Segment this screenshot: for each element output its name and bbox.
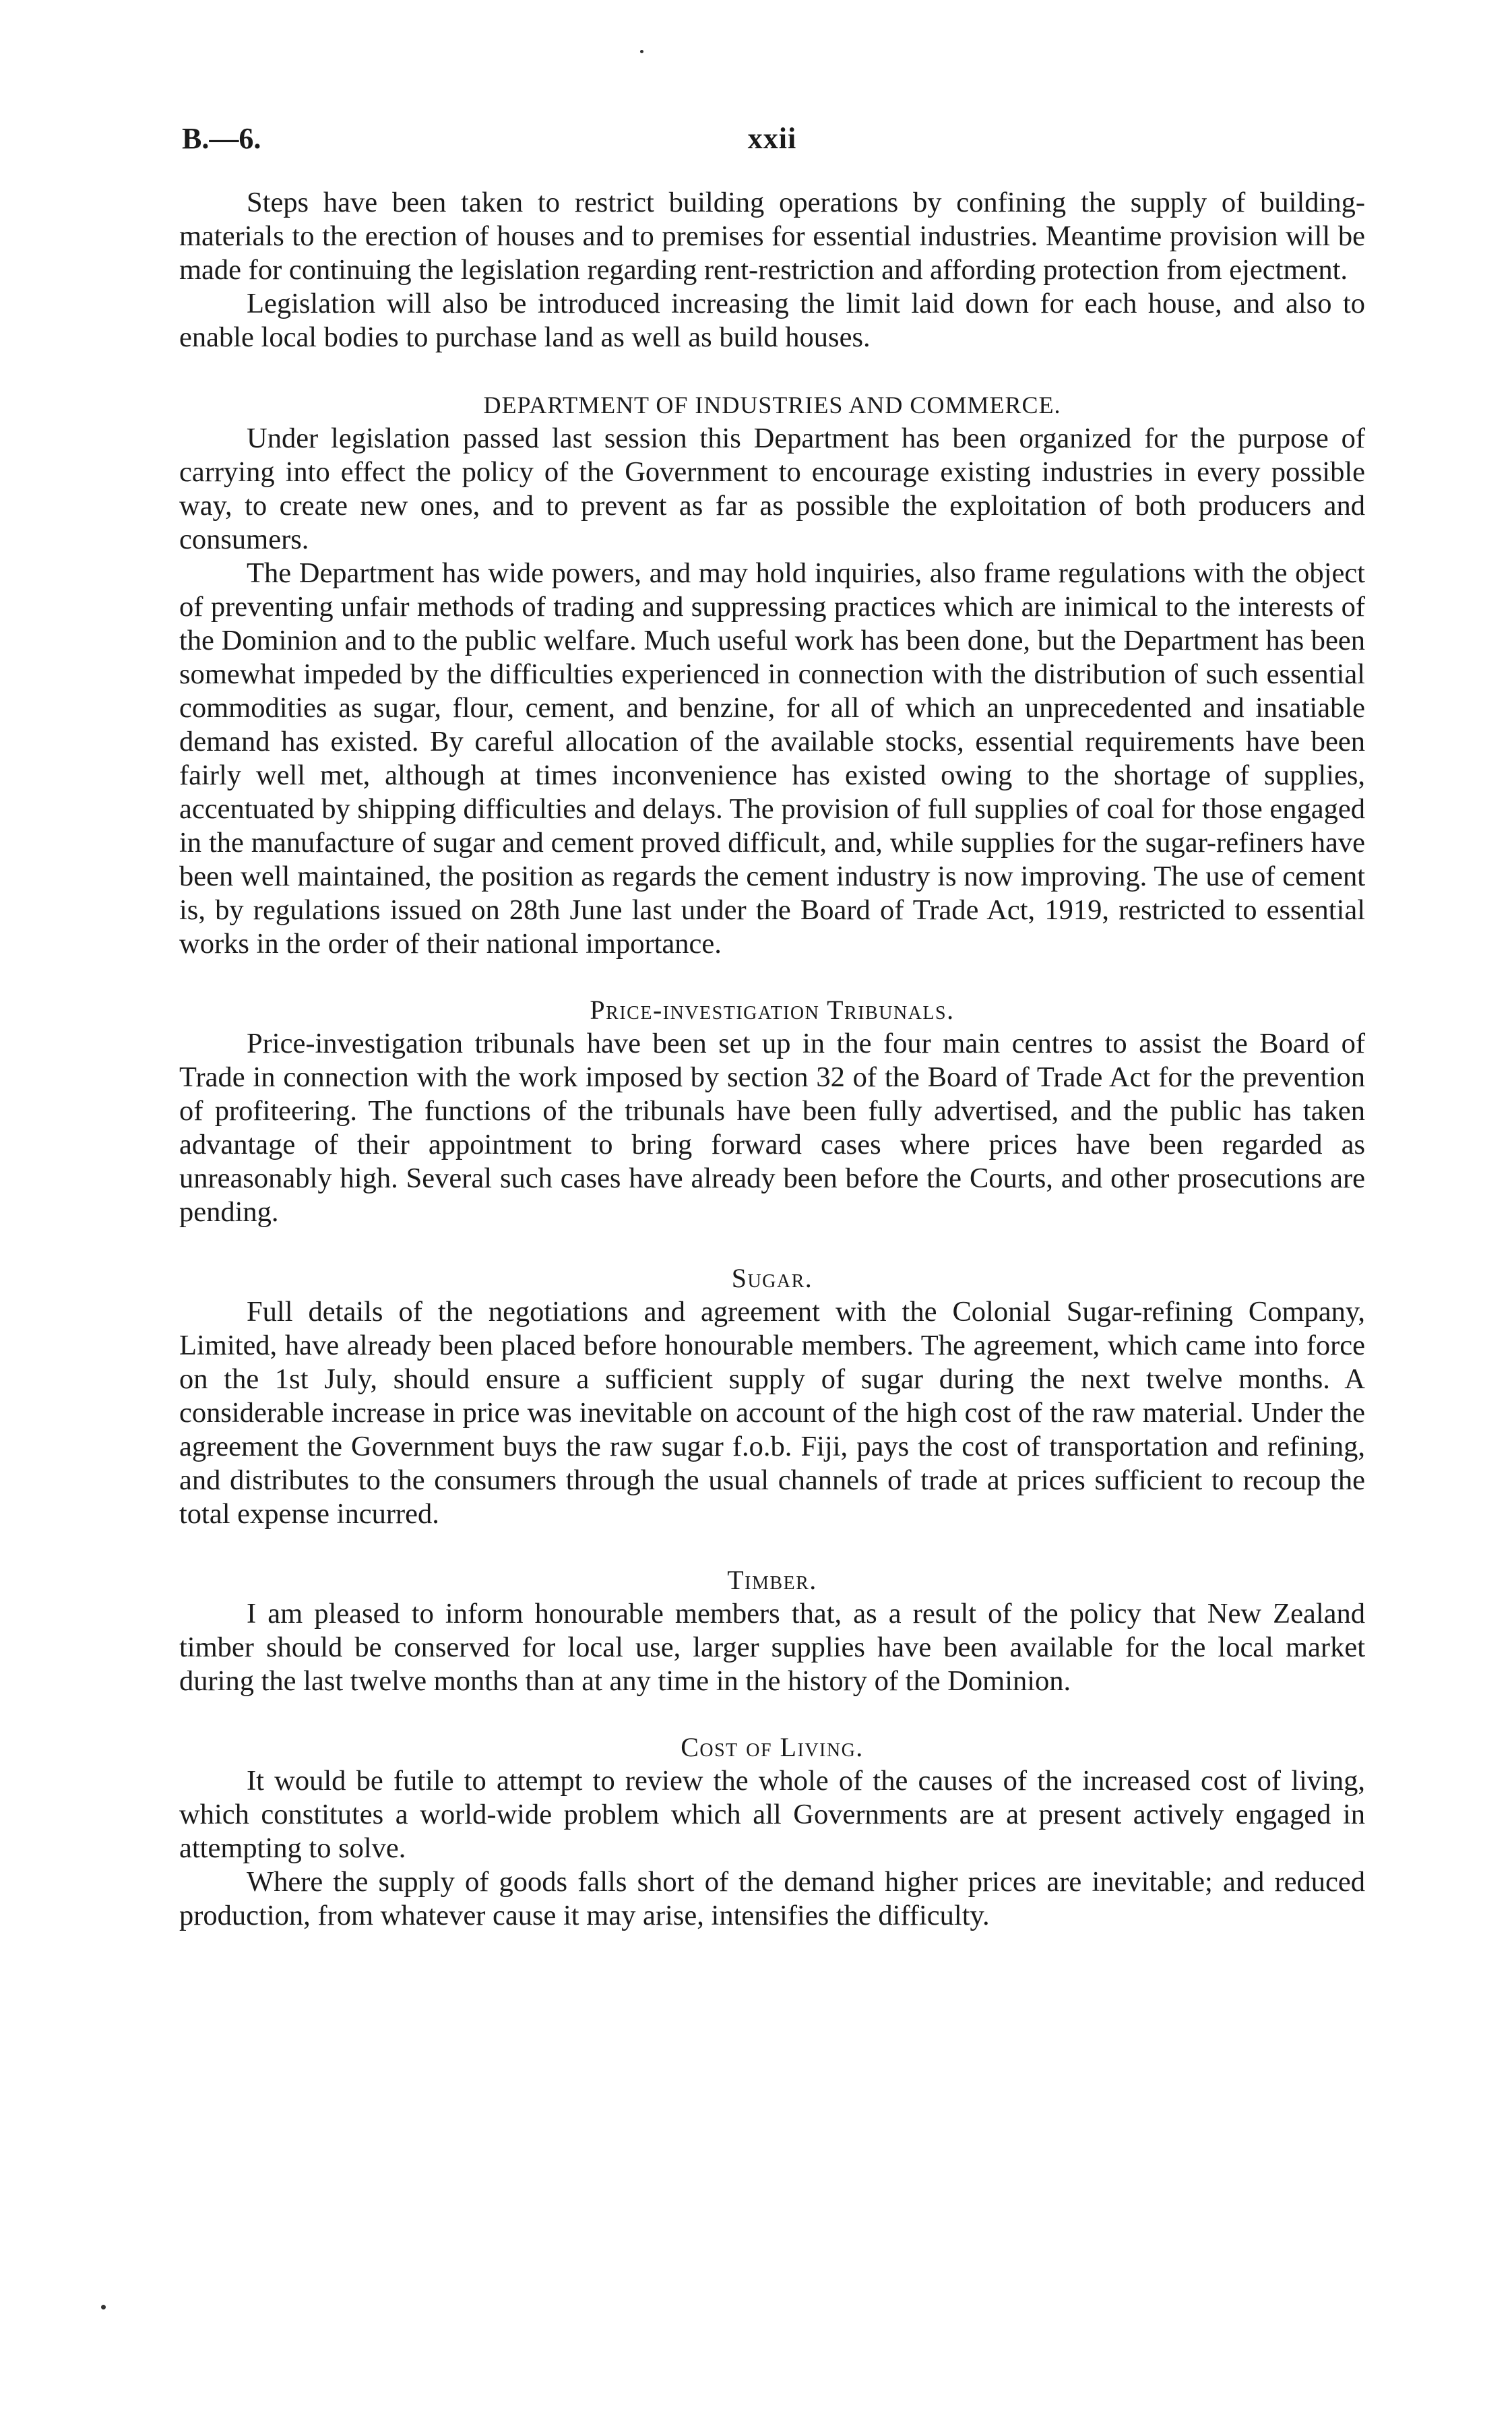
section-heading: Price-investigation Tribunals.	[590, 995, 955, 1025]
paragraph: Price-investigation tribunals have been set up in the four main centres to assist the Board of Trade in connection with the work imposed by section 32 of the Board of Trade Act for the prevention of profiteering. The functions of the tribunals have been fully advertised, and the public has taken advantage of their appointment to bring forward cases where prices have been regarded as unreasonably high. Several such cases have already been before the Courts, and other prosecutions are pending.	[179, 1028, 1365, 1228]
scan-speck	[101, 2305, 106, 2309]
section-cost-of-living	[179, 1731, 1365, 1933]
report-code: B.—6.	[182, 122, 261, 155]
scan-speck	[640, 50, 643, 53]
body-text	[179, 186, 1365, 1933]
running-head	[179, 121, 1365, 168]
section-industries-and-commerce	[179, 388, 1365, 961]
paragraph: Legislation will also be introduced increasing the limit laid down for each house, and also to enable local bodies to purchase land as well as build houses.	[179, 288, 1365, 353]
paragraph: Under legislation passed last session this Department has been organized for the purpose of carrying into effect the policy of the Government to encourage existing industries in every possible way, to create new ones, and to prevent as far as possible the exploitation of both producers and consumers.	[179, 423, 1365, 555]
paragraph: It would be futile to attempt to review the whole of the causes of the increased cost of living, which constitutes a world-wide problem which all Governments are at present actively engaged in attempting to solve.	[179, 1765, 1365, 1864]
page	[179, 121, 1365, 1933]
section-heading: DEPARTMENT OF INDUSTRIES AND COMMERCE.	[483, 392, 1061, 418]
paragraph: I am pleased to inform honourable members that, as a result of the policy that New Zealand timber should be conserved for local use, larger supplies have been available for the local market during the last twelve months than at any time in the history of the Dominion.	[179, 1598, 1365, 1697]
paragraph: Where the supply of goods falls short of the demand higher prices are inevitable; and reduced production, from whatever cause it may arise, intensifies the difficulty.	[179, 1866, 1365, 1931]
section-heading: Timber.	[727, 1565, 817, 1595]
paragraph: Full details of the negotiations and agreement with the Colonial Sugar-refining Company, Limited, have already been placed before honourable members. The agreement, which came into force on the 1st July, should ensure a sufficient supply of sugar during the next twelve months. A considerable increase in price was inevitable on account of the high cost of the raw material. Under the agreement the Government buys the raw sugar f.o.b. Fiji, pays the cost of transportation and refining, and distributes to the consumers through the usual channels of trade at prices sufficient to recoup the total expense incurred.	[179, 1296, 1365, 1530]
section-sugar	[179, 1262, 1365, 1531]
section-price-investigation-tribunals	[179, 993, 1365, 1229]
section-timber	[179, 1563, 1365, 1698]
section-heading: Sugar.	[731, 1263, 813, 1293]
section-housing	[179, 186, 1365, 354]
section-heading: Cost of Living.	[681, 1732, 864, 1762]
paragraph: The Department has wide powers, and may hold inquiries, also frame regulations with the object of preventing unfair methods of trading and suppressing practices which are inimical to the interests of the Dominion and to the public welfare. Much useful work has been done, but the Department has been somewhat impeded by the difficulties experienced in connection with the distribution of such essential commodities as sugar, flour, cement, and benzine, for all of which an unprecedented and insatiable demand has existed. By careful allocation of the available stocks, essential requirements have been fairly well met, although at times inconvenience has existed owing to the shortage of supplies, accentuated by shipping difficulties and delays. The provision of full supplies of coal for those engaged in the manufacture of sugar and cement proved difficult, and, while supplies for the sugar-refiners have been well maintained, the position as regards the cement industry is now improving. The use of cement is, by regulations issued on 28th June last under the Board of Trade Act, 1919, restricted to essential works in the order of their national importance.	[179, 557, 1365, 960]
paragraph: Steps have been taken to restrict building operations by confining the supply of building-materials to the erection of houses and to premises for essential industries. Meantime provision will be made for continuing the legislation regarding rent-restriction and affording protection from ejectment.	[179, 187, 1365, 286]
page-number: xxii	[747, 122, 797, 155]
